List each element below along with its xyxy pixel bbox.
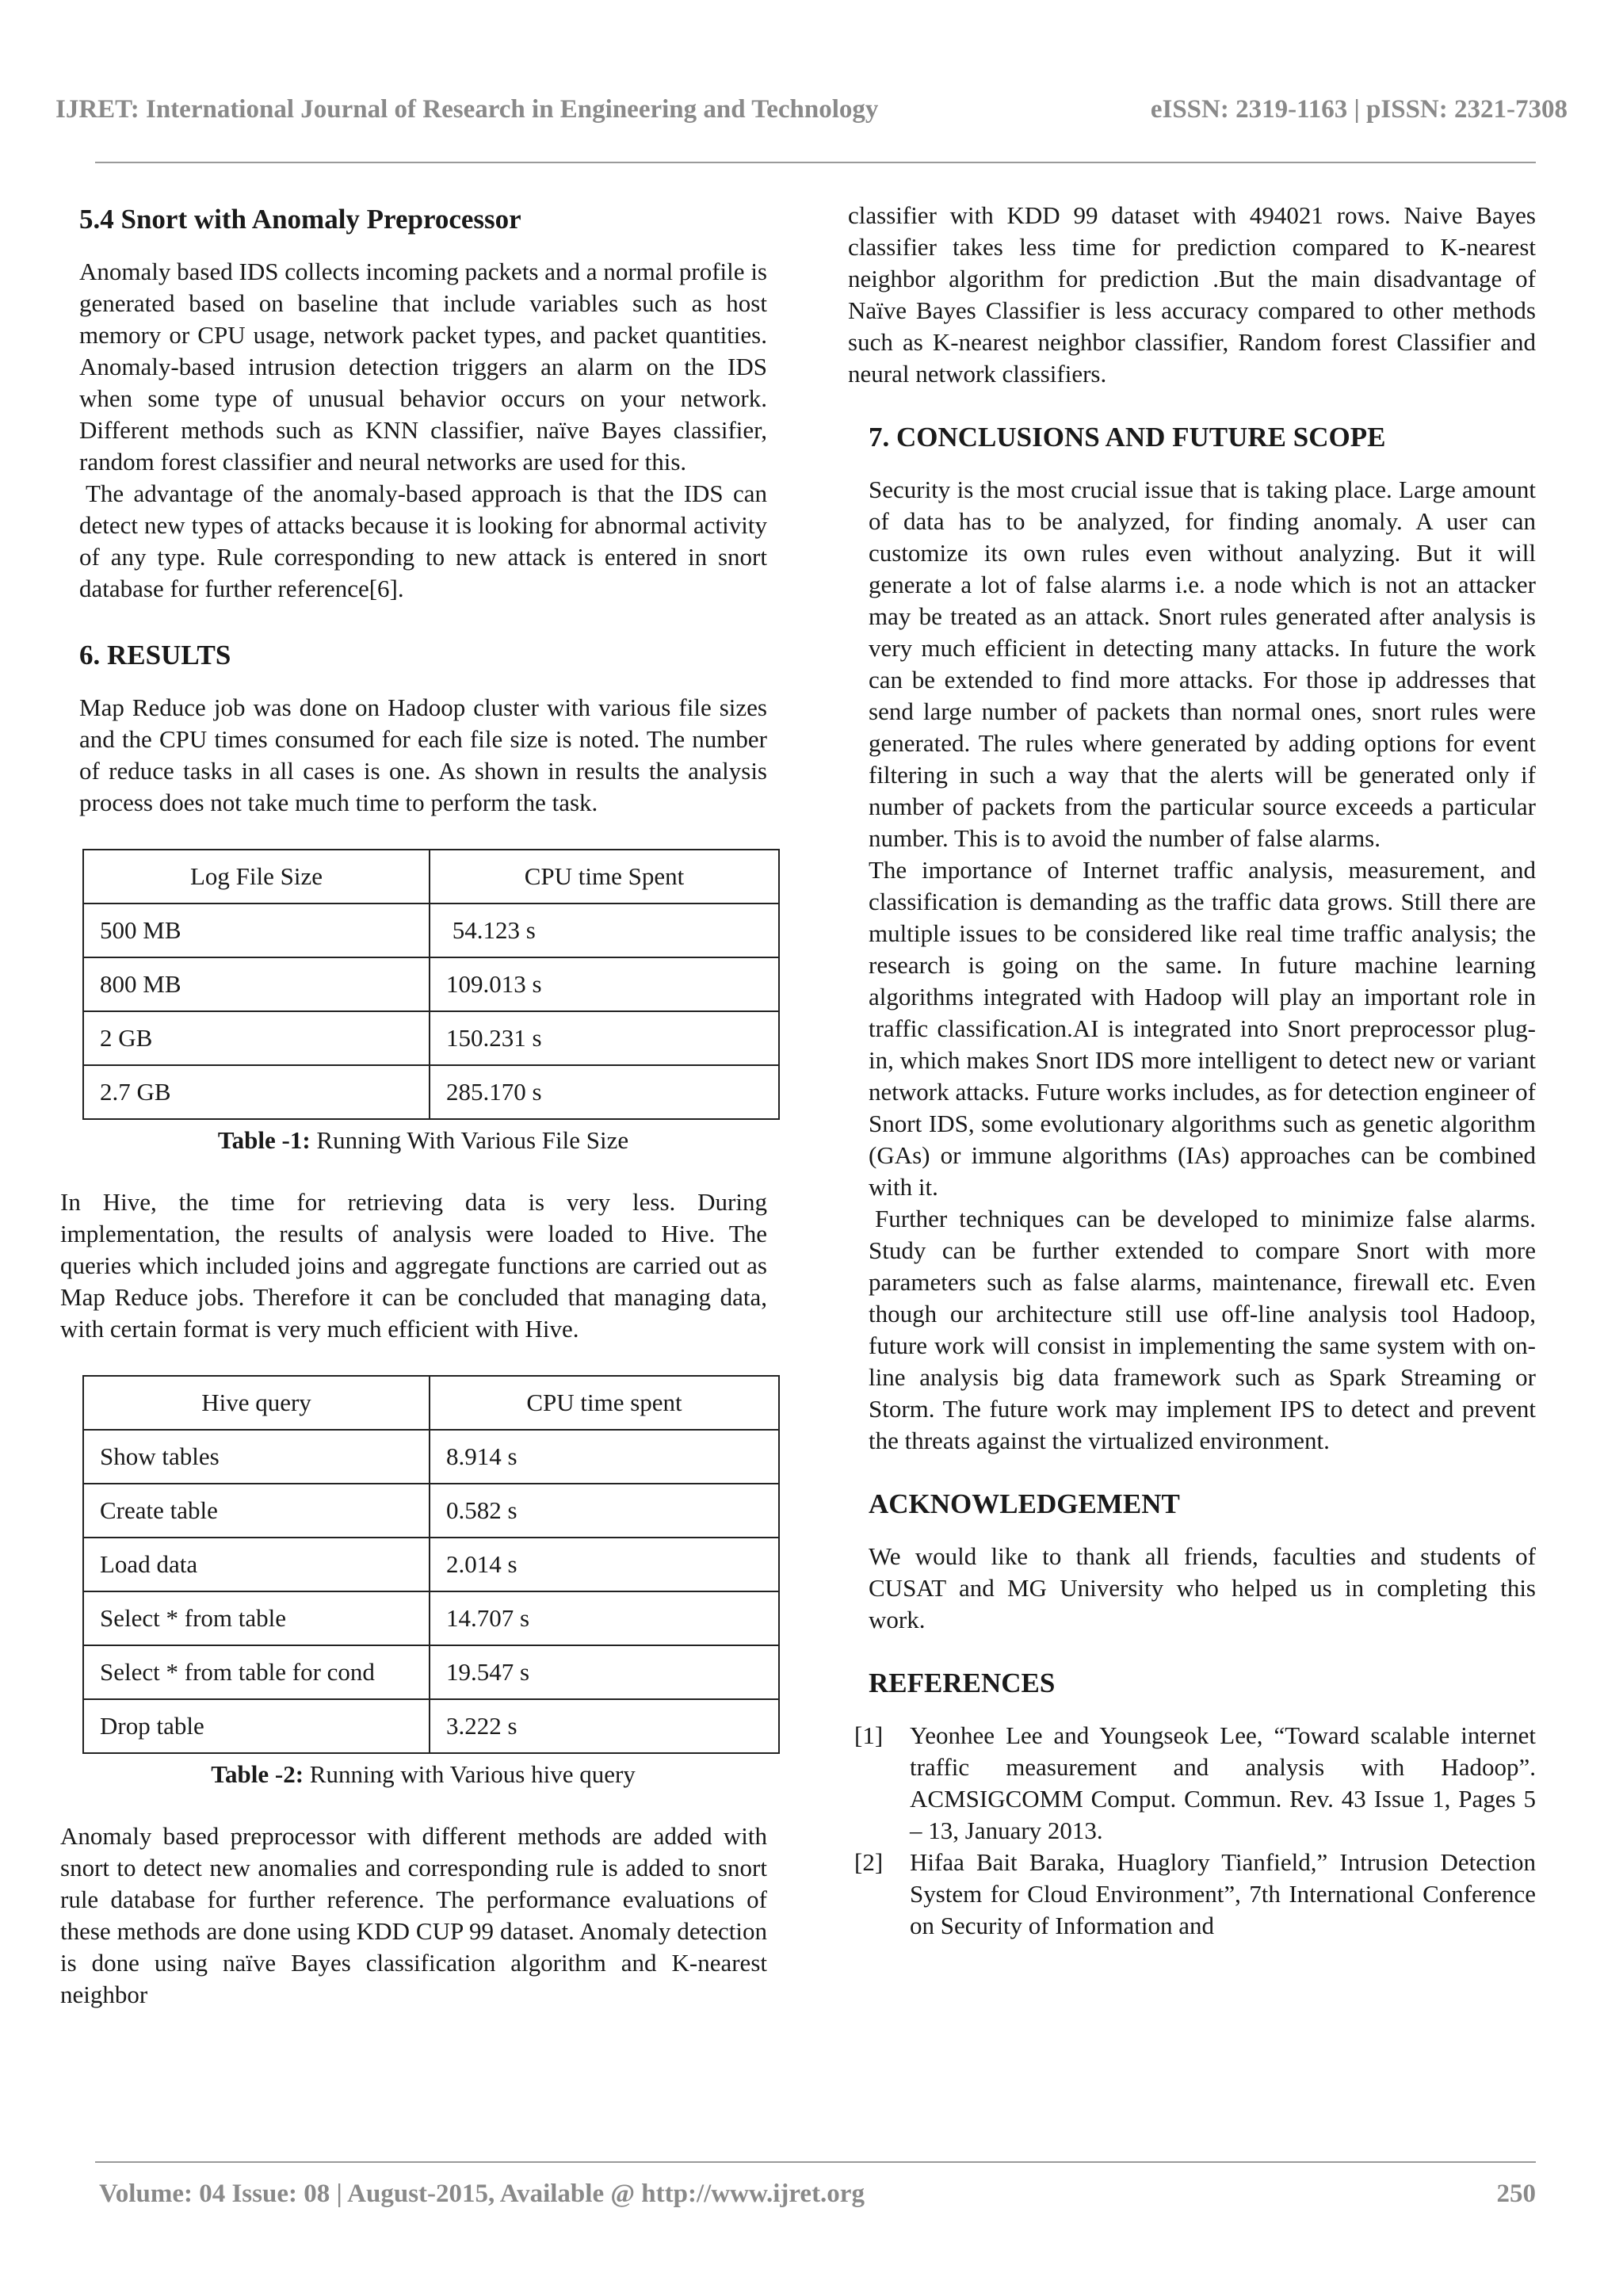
table-cell: 2.7 GB: [83, 1065, 430, 1119]
section-7-title: 7. CONCLUSIONS AND FUTURE SCOPE: [869, 422, 1386, 453]
volume-info: Volume: 04 Issue: 08 | August-2015, Available @ http://www.ijret.org: [99, 2179, 865, 2208]
table-cell: 8.914 s: [430, 1430, 779, 1484]
table-row: [83, 1538, 779, 1591]
table-row: [83, 1699, 779, 1753]
paragraph: Map Reduce job was done on Hadoop cluster with various file sizes and the CPU times consumed for each file size is noted. The number of reduce tasks in all cases is one. As shown in results the analysis process does not take much time to perform the task.: [79, 693, 767, 816]
table-row: [83, 1011, 779, 1065]
table-cell: Show tables: [83, 1430, 430, 1484]
table-cell: Drop table: [83, 1699, 430, 1753]
table-cell: 500 MB: [83, 904, 430, 957]
running-header: [55, 95, 1568, 143]
table-header-cell: CPU time Spent: [430, 850, 779, 904]
table-cell: Select * from table: [83, 1591, 430, 1645]
table-cell: 3.222 s: [430, 1699, 779, 1753]
table-header-row: [83, 850, 779, 904]
running-footer: [99, 2179, 1536, 2209]
table-cell: 54.123 s: [430, 904, 779, 957]
footer-rule: [95, 2161, 1536, 2163]
reference-number: [2]: [854, 1848, 884, 1876]
table-cell: 285.170 s: [430, 1065, 779, 1119]
paragraph: The advantage of the anomaly-based approach is that the IDS can detect new types of attacks because it is looking for abnormal activity of any type. Rule corresponding to new attack is entered in snort database for further reference[6].: [79, 479, 767, 602]
table-cell: 150.231 s: [430, 1011, 779, 1065]
section-5-4-title: 5.4 Snort with Anomaly Preprocessor: [79, 204, 521, 235]
table-cell: 109.013 s: [430, 957, 779, 1011]
caption-text: Running With Various File Size: [310, 1126, 629, 1154]
paragraph: We would like to thank all friends, faculties and students of CUSAT and MG University who helped us in completing this work.: [869, 1542, 1536, 1633]
reference-item: [854, 1847, 1536, 1942]
table-row: [83, 1484, 779, 1538]
reference-item: [854, 1720, 1536, 1847]
table-row: [83, 1591, 779, 1645]
reference-text: Hifaa Bait Baraka, Huaglory Tianfield,” Intrusion Detection System for Cloud Environment”, 7th International Conference on Security of Information and: [910, 1848, 1536, 1939]
table-2-caption: [79, 1759, 767, 1790]
table-cell: 0.582 s: [430, 1484, 779, 1538]
table-header-row: [83, 1376, 779, 1430]
table-cell: Select * from table for cond: [83, 1645, 430, 1699]
table-header-cell: Log File Size: [83, 850, 430, 904]
left-column: [60, 202, 767, 2011]
table-2: [82, 1375, 780, 1754]
journal-name: IJRET: International Journal of Research in Engineering and Technology: [55, 95, 879, 124]
page-number: 250: [1496, 2179, 1536, 2208]
paragraph: Further techniques can be developed to minimize false alarms. Study can be further extended to compare Snort with more parameters such as false alarms, maintenance, firewall etc. Even though our architecture still use off-line analysis tool Hadoop, future work will consist in implementing the same system with on-line analysis big data framework such as Spark Streaming or Storm. The future work may implement IPS to detect and prevent the threats against the virtualized environment.: [869, 1205, 1536, 1454]
paragraph: classifier with KDD 99 dataset with 494021 rows. Naive Bayes classifier takes less time for prediction compared to K-nearest neighbor algorithm for prediction .But the main disadvantage of Naïve Bayes Classifier is less accuracy compared to other methods such as K-nearest neighbor classifier, Random forest Classifier and neural network classifiers.: [848, 201, 1536, 388]
header-rule: [95, 162, 1536, 163]
paragraph: Security is the most crucial issue that is taking place. Large amount of data has to be analyzed, for finding anomaly. A user can customize its own rules even without analyzing. But it will generate a lot of false alarms i.e. a node which is not an attacker may be treated as an attack. Snort rules generated after analysis is very much efficient in detecting many attacks. In future the work can be extended to find more attacks. For those ip addresses that send large number of packets than normal ones, snort rules were generated. The rules where generated by adding options for event filtering in such a way that the alerts will be generated only if number of packets from the particular source exceeds a particular number. This is to avoid the number of false alarms.: [869, 476, 1536, 852]
paragraph: Anomaly based preprocessor with different methods are added with snort to detect new anomalies and corresponding rule is added to snort rule database for further reference. The performance evaluations of these methods are done using KDD CUP 99 dataset. Anomaly detection is done using naïve Bayes classification algorithm and K-nearest neighbor: [60, 1822, 767, 2008]
table-row: [83, 1065, 779, 1119]
paragraph: In Hive, the time for retrieving data is very less. During implementation, the results of analysis were loaded to Hive. The queries which included joins and aggregate functions are carried out as Map Reduce jobs. Therefore it can be concluded that managing data, with certain format is very much efficient with Hive.: [60, 1188, 767, 1343]
paragraph: The importance of Internet traffic analysis, measurement, and classification is demanding as the traffic data grows. Still there are multiple issues to be considered like real time traffic analysis; the research is going on the same. In future machine learning algorithms integrated with Hadoop will play an important role in traffic classification.AI is integrated into Snort preprocessor plug-in, which makes Snort IDS more intelligent to detect new or variant network attacks. Future works includes, as for detection engineer of Snort IDS, some evolutionary algorithms such as genetic algorithm (GAs) or immune algorithms (IAs) approaches can be combined with it.: [869, 856, 1536, 1201]
issn: eISSN: 2319-1163 | pISSN: 2321-7308: [1150, 95, 1568, 124]
table-row: [83, 1645, 779, 1699]
table-row: [83, 1430, 779, 1484]
table-header-cell: CPU time spent: [430, 1376, 779, 1430]
reference-text: Yeonhee Lee and Youngseok Lee, “Toward scalable internet traffic measurement and analysis with Hadoop”. ACMSIGCOMM Comput. Commun. Rev. 43 Issue 1, Pages 5 – 13, January 2013.: [910, 1721, 1536, 1844]
caption-label: Table -2:: [211, 1760, 304, 1788]
table-cell: Load data: [83, 1538, 430, 1591]
table-1: [82, 849, 780, 1120]
reference-list: [854, 1720, 1536, 1942]
section-6-title: 6. RESULTS: [79, 640, 231, 670]
table-cell: 2 GB: [83, 1011, 430, 1065]
reference-number: [1]: [854, 1721, 884, 1749]
table-cell: 19.547 s: [430, 1645, 779, 1699]
table-row: [83, 957, 779, 1011]
paragraph: Anomaly based IDS collects incoming packets and a normal profile is generated based on baseline that include variables such as host memory or CPU usage, network packet types, and packet quantities. Anomaly-based intrusion detection triggers an alarm on the IDS when some type of unusual behavior occurs on your network. Different methods such as KNN classifier, naïve Bayes classifier, random forest classifier and neural networks are used for this.: [79, 258, 767, 476]
caption-text: Running with Various hive query: [304, 1760, 636, 1788]
references-title: REFERENCES: [869, 1668, 1056, 1698]
table-cell: 2.014 s: [430, 1538, 779, 1591]
table-cell: 14.707 s: [430, 1591, 779, 1645]
caption-label: Table -1:: [217, 1126, 311, 1154]
table-header-cell: Hive query: [83, 1376, 430, 1430]
table-cell: 800 MB: [83, 957, 430, 1011]
table-row: [83, 904, 779, 957]
table-1-caption: [79, 1125, 767, 1156]
acknowledgement-title: ACKNOWLEDGEMENT: [869, 1488, 1180, 1519]
table-cell: Create table: [83, 1484, 430, 1538]
right-column: [848, 200, 1536, 1942]
